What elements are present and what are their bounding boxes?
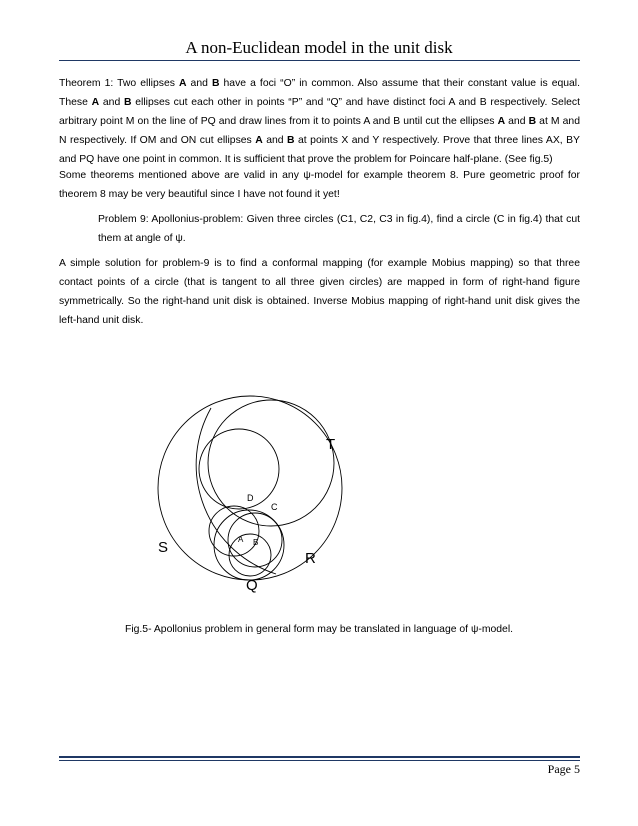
label-d: D [247, 493, 254, 503]
figure-caption: Fig.5- Apollonius problem in general form may be translated in language of ψ-model. [124, 624, 514, 635]
circle-d [199, 429, 279, 509]
solution-paragraph: A simple solution for problem-9 is to find a conformal mapping (for example Mobius mapping) so that three contact points of a circle (that is tangent to all three given circles) are mapped in form of right-hand figure symmetrically. So the right-hand unit disk is obtained. Inverse Mobius mapping of right-hand unit disk gives the left-hand unit disk. [59, 258, 580, 326]
ellipse-a-label: A [255, 135, 263, 146]
theorem-text: have a foci “O” in common. Also assume that their constant value is equal. These [59, 78, 581, 108]
theorem-text: and [505, 116, 529, 127]
theorem-text: and [99, 97, 124, 108]
theorem-text: and [262, 135, 288, 146]
label-b: B [253, 538, 259, 547]
theorem-text: ellipses cut each other in points “P” and “Q” and have distinct foci A and B respectively. Select arbitrary point M on the line of PQ and draw lines from it to points A and B until cut the ellipses [59, 97, 580, 127]
theorem-text: and [186, 78, 212, 89]
ellipse-a-label: A [91, 97, 100, 108]
page-number: Page 5 [547, 762, 580, 776]
ellipse-b-label: B [211, 78, 220, 89]
ellipse-b-label: B [287, 135, 295, 146]
theorem-text: at points X and Y respectively. Prove that three lines AX, BY and PQ have one point in common. It is sufficient that prove the problem for Poincare half-plane. (See fig.5) [59, 135, 580, 165]
label-r: R [305, 550, 316, 567]
ellipse-b-label: B [528, 116, 537, 127]
label-c: C [271, 502, 278, 512]
theorem-text: Theorem 1: Two ellipses [59, 78, 179, 89]
theorem-text: at M and N respectively. If OM and ON cut ellipses [59, 116, 580, 146]
label-q: Q [246, 577, 258, 594]
ellipse-a-label: A [178, 78, 187, 89]
ellipse-a-label: A [497, 116, 506, 127]
problem-9-paragraph: Problem 9: Apollonius-problem: Given three circles (C1, C2, C3 in fig.4), find a circle (C in fig.4) that cut them at angle of ψ. [98, 214, 580, 244]
label-t: T [326, 436, 336, 453]
label-s: S [158, 539, 169, 556]
footer-rule-thick [59, 756, 580, 758]
ellipse-b-label: B [124, 97, 132, 108]
outer-arc [196, 408, 276, 574]
page-header-title: A non-Euclidean model in the unit disk [185, 38, 453, 57]
label-a: A [238, 535, 244, 544]
theorems-note-paragraph: Some theorems mentioned above are valid in any ψ-model for example theorem 8. Pure geometric proof for theorem 8 may be very beautiful since I have not found it yet! [59, 170, 580, 200]
footer-rule-thin [59, 760, 580, 761]
